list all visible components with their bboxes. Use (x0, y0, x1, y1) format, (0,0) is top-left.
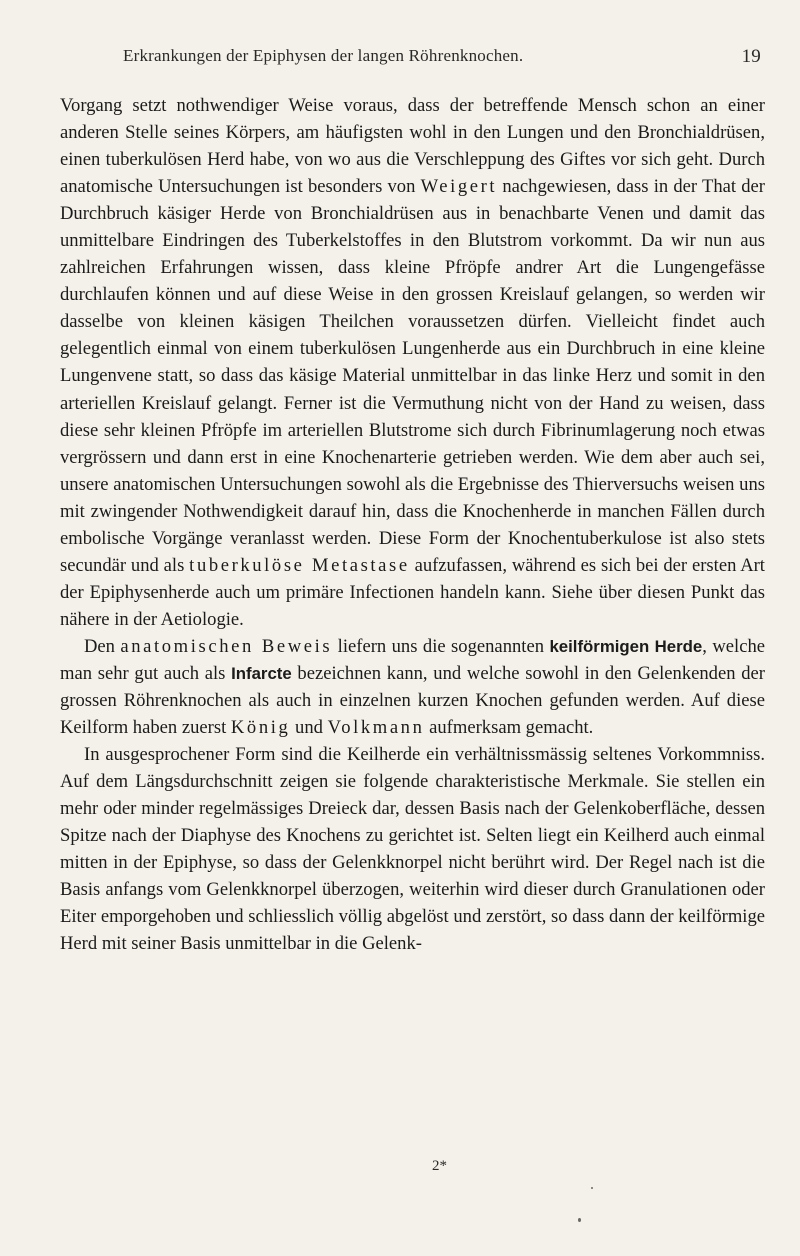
emphasis-bold: keilförmigen Herde (549, 636, 703, 656)
paragraph (60, 633, 765, 741)
emphasis-spaced: Volkmann (327, 717, 425, 739)
page-number: 19 (741, 46, 761, 67)
text-run: , welche man sehr gut auch als (60, 635, 766, 684)
print-speck (591, 1187, 593, 1189)
text-run: bezeichnen kann, und welche sowohl in den Gelenkenden der grossen Röhrenknochen als auch in einzelnen kurzen Knochen gefunden werden. Auf diese Keilform haben zuerst (60, 662, 765, 739)
emphasis-spaced: Weigert (420, 176, 498, 198)
running-title: Erkrankungen der Epiphysen der langen Röhrenknochen. (123, 46, 524, 65)
body-text (60, 92, 765, 958)
paragraph (60, 92, 765, 633)
signature-mark: 2* (432, 1158, 447, 1174)
text-run: liefern uns die sogenannten (332, 635, 550, 657)
text-run: In ausgesprochener Form sind die Keilherde ein verhältnissmässig seltenes Vorkommniss. Auf dem Längsdurchschnitt zeigen sie folgende charakteristische Merkmale. Sie stellen ein mehr oder minder regelmässiges Dreieck dar, dessen Basis nach der Gelenkoberfläche, dessen Spitze nach der Diaphyse des Knochens zu gerichtet ist. Selten liegt ein Keilherd auch einmal mitten in der Epiphyse, so dass der Gelenkknorpel nicht berührt wird. Der Regel nach ist die Basis anfangs vom Gelenkknorpel überzogen, weiterhin wird dieser durch Granulationen oder Eiter emporgehoben und schliesslich völlig abgelöst und zerstört, so dass dann der keilförmige Herd mit seiner Basis unmittelbar in die Gelenk- (60, 744, 765, 955)
text-run: und (290, 717, 328, 739)
emphasis-bold: Infarcte (231, 663, 292, 683)
text-run: nachgewiesen, dass in der That der Durchbruch käsiger Herde von Bronchialdrüsen aus in benachbarte Venen und damit das unmittelbare Eindringen des Tuberkelstoffes in den Blutstrom vorkommt. Da wir nun aus zahlreichen Erfahrungen wissen, dass kleine Pfröpfe andrer Art die Lungengefässe durchlaufen können und auf diese Weise in den grossen Kreislauf gelangen, so werden wir dasselbe von kleinen käsigen Theilchen voraussetzen dürfen. Vielleicht findet auch gelegentlich einmal von einem tuberkulösen Lungenherde aus ein Durchbruch in eine kleine Lungenvene statt, so dass das käsige Material unmittelbar in das linke Herz und somit in den arteriellen Kreislauf gelangt. Ferner ist die Vermuthung nicht von der Hand zu weisen, dass diese sehr kleinen Pfröpfe im arteriellen Blutstrome sich durch Fibrinumlagerung noch etwas vergrössern und dann erst in eine Knochenarterie getrieben werden. Wie dem aber auch sei, unsere anatomischen Untersuchungen sowohl als die Ergebnisse des Thierversuchs weisen uns mit zwingender Nothwendigkeit darauf hin, dass die Knochenherde in manchen Fällen durch embolische Vorgänge veranlasst werden. Diese Form der Knochentuberkulose ist also stets secundär und als (60, 176, 765, 576)
text-run: Den (84, 635, 121, 657)
text-run: aufmerksam gemacht. (424, 717, 594, 739)
emphasis-spaced: König (230, 717, 291, 739)
emphasis-spaced: tuberkulöse Metastase (189, 554, 410, 576)
document-page (0, 46, 800, 1256)
print-speck (578, 1218, 581, 1222)
text-run: aufzufassen, während es sich bei der ersten Art der Epiphysenherde auch um primäre Infectionen handeln kann. Siehe über diesen Punkt das nähere in der Aetiologie. (60, 554, 765, 630)
emphasis-spaced: anatomischen Beweis (120, 635, 333, 657)
page-header (60, 46, 765, 84)
paragraph (60, 741, 765, 957)
text-run: Vorgang setzt nothwendiger Weise voraus, dass der betreffende Mensch schon an einer anderen Stelle seines Körpers, am häufigsten wohl in den Lungen und den Bronchialdrüsen, einen tuberkulösen Herd habe, von wo aus die Verschleppung des Giftes vor sich geht. Durch anatomische Untersuchungen ist besonders von (60, 95, 765, 198)
